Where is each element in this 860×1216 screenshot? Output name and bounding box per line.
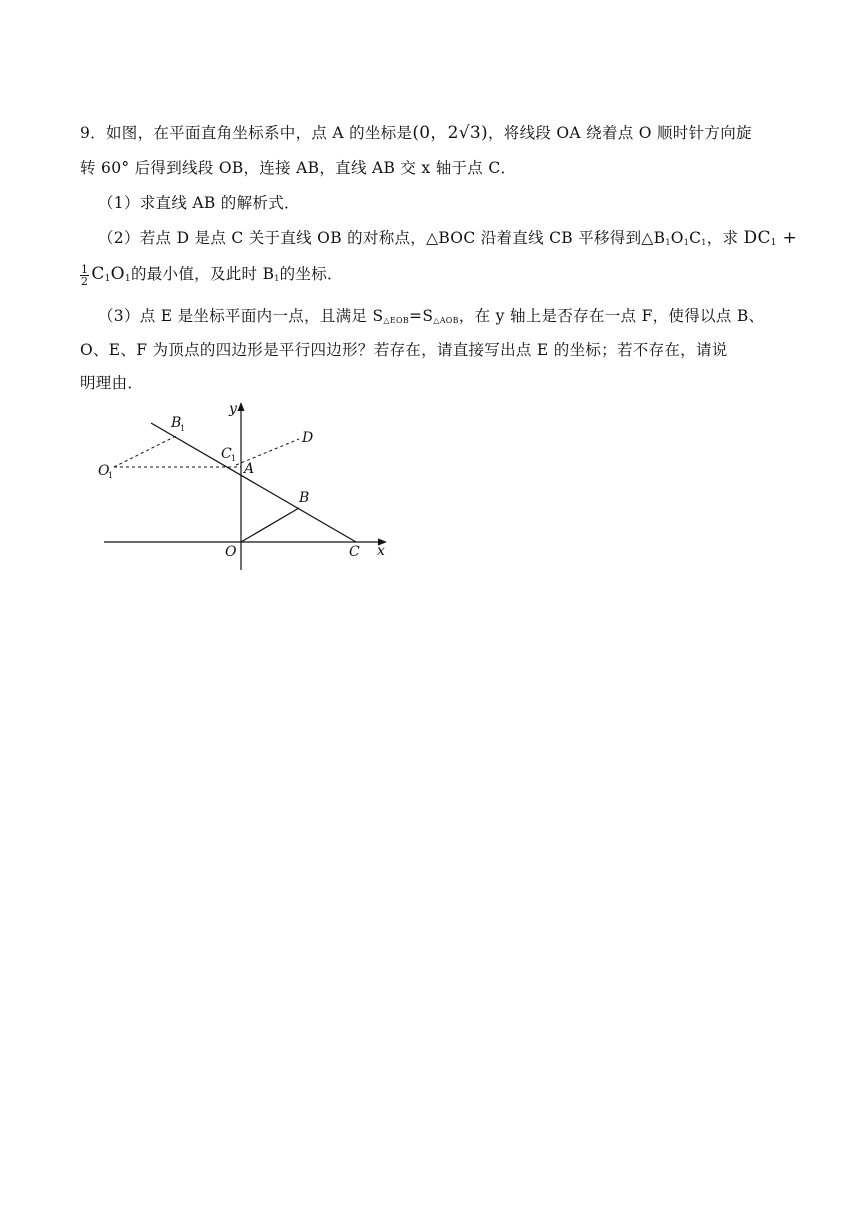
label-o1: O	[98, 463, 110, 479]
label-y: y	[229, 401, 237, 417]
question-3-line-3: 明理由．	[80, 374, 144, 392]
label-b: B	[299, 490, 310, 506]
label-b1: B	[171, 415, 182, 431]
question-3-line-2: O、E、F 为顶点的四边形是平行四边形？若存在，请直接写出点 E 的坐标；若不存在，请说	[80, 341, 728, 359]
label-c: C	[349, 544, 360, 560]
question-2-line-2: $\frac{1}{2}$ $C_1O_1$的最小值，及此时 B1的坐标．	[81, 262, 343, 288]
expression-dc1: $DC_1$ +	[743, 228, 798, 248]
expression-c1o1: $C_1O_1$	[91, 264, 131, 284]
problem-line-2: 转 60° 后得到线段 OB，连接 AB，直线 AB 交 x 轴于点 C．	[80, 159, 517, 177]
svg-text:1: 1	[231, 454, 237, 463]
problem-line-1: 9．如图，在平面直角坐标系中，点 A 的坐标是(0，2√3)，将线段 OA 绕着点 O 顺时针方向旋	[80, 123, 752, 143]
svg-text:1: 1	[108, 471, 114, 480]
point-a-coordinate: (0，2√3)	[412, 123, 488, 143]
y-axis-arrow-icon	[238, 402, 245, 411]
label-c1: C	[221, 446, 232, 462]
problem-number: 9．	[80, 124, 106, 142]
question-2-line-1: （2）若点 D 是点 C 关于直线 OB 的对称点，△BOC 沿着直线 CB 平移得到△B1O1C1，求 $DC_1$ +	[98, 228, 798, 248]
label-o: O	[225, 544, 237, 560]
line-ab	[151, 423, 356, 542]
geometry-figure	[96, 395, 396, 575]
dashed-o1-b1	[114, 436, 176, 467]
segment-ob	[241, 508, 299, 542]
fraction-one-half: $\frac{1}{2}$	[81, 262, 89, 288]
question-3-line-1: （3）点 E 是坐标平面内一点，且满足 S△EOB=S△AOB，在 y 轴上是否存在一点 F，使得以点 B、	[98, 307, 765, 325]
label-a: A	[244, 461, 255, 477]
svg-text:1: 1	[180, 424, 186, 433]
question-1: （1）求直线 AB 的解析式．	[98, 194, 300, 212]
label-x: x	[377, 543, 385, 559]
label-d: D	[302, 430, 314, 446]
